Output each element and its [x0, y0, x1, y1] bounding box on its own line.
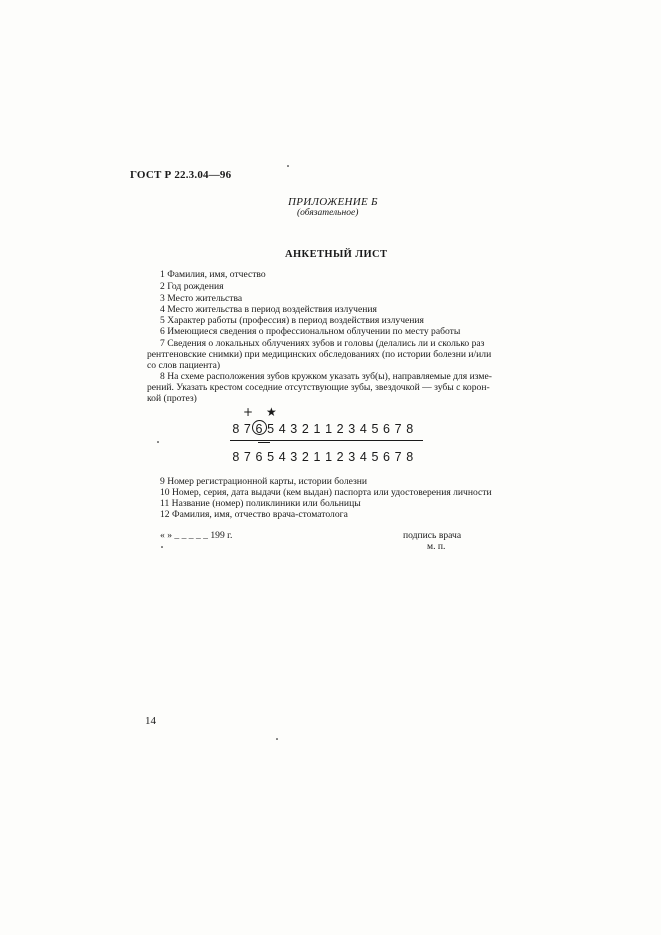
short-underline [258, 442, 270, 443]
tooth-number: 4 [359, 422, 367, 436]
page-number: 14 [145, 715, 156, 727]
scan-speck [157, 441, 159, 443]
tooth-number: 2 [336, 450, 344, 464]
star-icon: ★ [266, 405, 277, 419]
list-item-continuation: кой (протез) [147, 393, 197, 404]
tooth-number: 8 [232, 450, 240, 464]
list-item: 3 Место жительства [160, 293, 243, 304]
tooth-number: 6 [255, 450, 263, 464]
list-item: 4 Место жительства в период воздействия излучения [160, 304, 377, 315]
tooth-number: 2 [301, 422, 309, 436]
list-item: 7 Сведения о локальных облучениях зубов и головы (делались ли и сколько раз [160, 338, 485, 349]
list-item: 2 Год рождения [160, 281, 224, 292]
tooth-number: 4 [359, 450, 367, 464]
cross-marker: + [243, 405, 254, 419]
list-item: 1 Фамилия, имя, отчество [160, 269, 266, 280]
tooth-number: 2 [301, 450, 309, 464]
tooth-number: 5 [371, 450, 379, 464]
scan-speck [276, 738, 278, 740]
list-item: 9 Номер регистрационной карты, истории болезни [160, 476, 368, 487]
tooth-number: 7 [243, 450, 251, 464]
document-code-header: ГОСТ Р 22.3.04—96 [130, 169, 232, 181]
tooth-number: 8 [406, 422, 414, 436]
tooth-number: 1 [313, 450, 321, 464]
list-item-continuation: рений. Указать крестом соседние отсутствующие зубы, звездочкой — зубы с корон- [147, 382, 490, 393]
scan-speck [161, 546, 163, 548]
list-item: 12 Фамилия, имя, отчество врача-стоматолога [160, 509, 348, 520]
tooth-number: 1 [325, 422, 333, 436]
list-item: 11 Название (номер) поликлиники или больницы [160, 498, 361, 509]
tooth-number: 7 [394, 450, 402, 464]
tooth-number: 1 [325, 450, 333, 464]
tooth-number: 4 [278, 422, 286, 436]
appendix-title: ПРИЛОЖЕНИЕ Б [288, 196, 378, 208]
tooth-number: 7 [394, 422, 402, 436]
tooth-number: 5 [371, 422, 379, 436]
tooth-number: 2 [336, 422, 344, 436]
list-item-continuation: рентгеновские снимки) при медицинских обследованиях (по истории болезни и/или [147, 349, 492, 360]
scan-speck [287, 165, 289, 167]
appendix-note: (обязательное) [297, 208, 359, 218]
tooth-number: 3 [290, 450, 298, 464]
tooth-number: 6 [383, 422, 390, 436]
date-field: « » _ _ _ _ _ 199 г. [160, 530, 233, 541]
tooth-number: 6 [383, 450, 390, 464]
stamp-label: м. п. [427, 541, 446, 552]
tooth-number: 1 [313, 422, 321, 436]
tooth-number: 3 [290, 422, 298, 436]
tooth-number: 3 [348, 422, 356, 436]
list-item: 8 На схеме расположения зубов кружком указать зуб(ы), направляемые для изме- [160, 371, 492, 382]
tooth-number: 5 [267, 422, 275, 436]
form-title: АНКЕТНЫЙ ЛИСТ [285, 249, 388, 260]
list-item: 6 Имеющиеся сведения о профессиональном облучении по месту работы [160, 326, 461, 337]
tooth-number: 7 [243, 422, 251, 436]
lower-teeth-row [230, 450, 416, 464]
signature-label: подпись врача [403, 530, 462, 541]
tooth-number: 4 [278, 450, 286, 464]
list-item: 5 Характер работы (профессия) в период воздействия излучения [160, 315, 424, 326]
tooth-number: 3 [348, 450, 356, 464]
list-item: 10 Номер, серия, дата выдачи (кем выдан) паспорта или удостоверения личности [160, 487, 492, 498]
list-item-continuation: со слов пациента) [147, 360, 221, 371]
tooth-number: 5 [267, 450, 275, 464]
circled-tooth-number: 6 [253, 422, 265, 436]
upper-teeth-row [230, 422, 416, 436]
tooth-number: 8 [232, 422, 240, 436]
teeth-divider-line [230, 440, 423, 441]
tooth-number: 8 [406, 450, 414, 464]
